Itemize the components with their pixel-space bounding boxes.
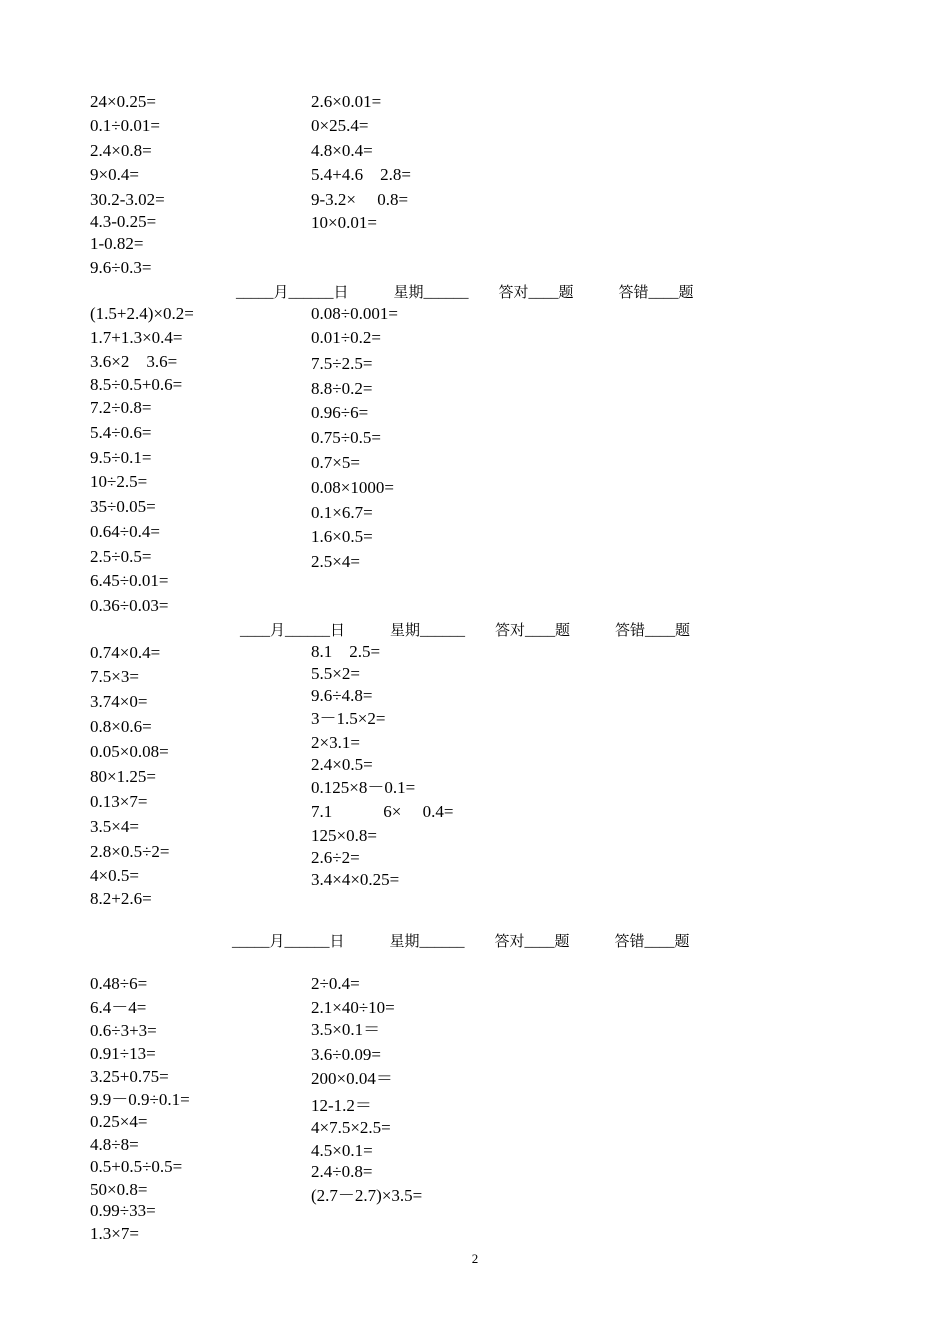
math-problem: 50×0.8= — [90, 1180, 148, 1199]
math-problem: 1.7+1.3×0.4= — [90, 328, 183, 347]
math-problem: 200×0.04＝ — [311, 1069, 393, 1088]
math-problem: 0.25×4= — [90, 1112, 148, 1131]
math-problem: 6.4－4= — [90, 998, 147, 1017]
math-problem: 1.6×0.5= — [311, 527, 373, 546]
math-problem: 9.6÷0.3= — [90, 258, 152, 277]
math-problem: 1.3×7= — [90, 1224, 139, 1243]
math-problem: 0.05×0.08= — [90, 742, 169, 761]
math-problem: 5.5×2= — [311, 664, 360, 683]
math-problem: 9.9－0.9÷0.1= — [90, 1090, 190, 1109]
math-problem: 0.96÷6= — [311, 403, 369, 422]
math-problem: 2.4×0.5= — [311, 755, 373, 774]
math-problem: 4.8×0.4= — [311, 141, 373, 160]
math-problem: 4.5×0.1= — [311, 1141, 373, 1160]
math-problem: 7.5÷2.5= — [311, 354, 373, 373]
math-problem: 4×0.5= — [90, 866, 139, 885]
math-problem: 3.4×4×0.25= — [311, 870, 400, 889]
math-problem: 3.5×0.1＝ — [311, 1020, 381, 1039]
math-problem: 0.74×0.4= — [90, 643, 161, 662]
math-problem: 0.08×1000= — [311, 478, 394, 497]
math-problem: 2.6×0.01= — [311, 92, 382, 111]
math-problem: 10÷2.5= — [90, 472, 148, 491]
math-problem: 8.1 2.5= — [311, 642, 381, 661]
math-problem: 4.8÷8= — [90, 1135, 139, 1154]
math-problem: 6.45÷0.01= — [90, 571, 169, 590]
math-problem: 2.1×40÷10= — [311, 998, 395, 1017]
math-problem: 10×0.01= — [311, 213, 377, 232]
math-problem: 12-1.2＝ — [311, 1096, 372, 1115]
math-problem: 9.5÷0.1= — [90, 448, 152, 467]
math-problem: 3.25+0.75= — [90, 1067, 169, 1086]
math-problem: 4×7.5×2.5= — [311, 1118, 391, 1137]
page-number: 2 — [471, 1251, 479, 1266]
math-problem: 9-3.2× 0.8= — [311, 190, 409, 209]
math-problem: 0.91÷13= — [90, 1044, 156, 1063]
math-problem: 2.8×0.5÷2= — [90, 842, 170, 861]
math-problem: 2.6÷2= — [311, 848, 360, 867]
math-problem: (2.7－2.7)×3.5= — [311, 1186, 423, 1205]
math-problem: 0.64÷0.4= — [90, 522, 160, 541]
math-problem: 3.6×2 3.6= — [90, 352, 178, 371]
math-problem: 0.125×8－0.1= — [311, 778, 416, 797]
math-problem: 2×3.1= — [311, 733, 360, 752]
math-problem: 2÷0.4= — [311, 974, 360, 993]
math-problem: 3－1.5×2= — [311, 709, 386, 728]
math-problem: 0.1×6.7= — [311, 503, 373, 522]
math-problem: 9×0.4= — [90, 165, 139, 184]
math-problem: 0.8×0.6= — [90, 717, 152, 736]
math-problem: 7.1 6× 0.4= — [311, 802, 454, 821]
math-problem: (1.5+2.4)×0.2= — [90, 304, 194, 323]
math-problem: 7.5×3= — [90, 667, 139, 686]
math-problem: 0×25.4= — [311, 116, 369, 135]
math-problem: 24×0.25= — [90, 92, 156, 111]
math-problem: 0.08÷0.001= — [311, 304, 398, 323]
math-problem: 80×1.25= — [90, 767, 156, 786]
math-problem: 7.2÷0.8= — [90, 398, 152, 417]
math-problem: 2.4×0.8= — [90, 141, 152, 160]
math-problem: 3.74×0= — [90, 692, 148, 711]
math-problem: 2.5÷0.5= — [90, 547, 152, 566]
math-problem: 0.13×7= — [90, 792, 148, 811]
math-problem: 125×0.8= — [311, 826, 377, 845]
date-score-header: ____月______日 星期______ 答对____题 答错____题 — [240, 623, 691, 639]
math-problem: 2.4÷0.8= — [311, 1162, 373, 1181]
math-problem: 0.99÷33= — [90, 1201, 156, 1220]
math-problem: 2.5×4= — [311, 552, 360, 571]
math-problem: 9.6÷4.8= — [311, 686, 373, 705]
math-problem: 5.4÷0.6= — [90, 423, 152, 442]
math-problem: 1-0.82= — [90, 234, 144, 253]
math-problem: 0.7×5= — [311, 453, 360, 472]
math-problem: 0.1÷0.01= — [90, 116, 160, 135]
date-score-header: _____月______日 星期______ 答对____题 答错____题 — [232, 934, 690, 950]
math-problem: 0.48÷6= — [90, 974, 148, 993]
math-problem: 0.6÷3+3= — [90, 1021, 157, 1040]
math-problem: 30.2-3.02= — [90, 190, 165, 209]
math-problem: 35÷0.05= — [90, 497, 156, 516]
math-problem: 0.01÷0.2= — [311, 328, 381, 347]
date-score-header: _____月______日 星期______ 答对____题 答错____题 — [236, 285, 694, 301]
math-problem: 4.3-0.25= — [90, 212, 157, 231]
math-problem: 8.2+2.6= — [90, 889, 152, 908]
math-problem: 0.5+0.5÷0.5= — [90, 1157, 183, 1176]
math-problem: 0.75÷0.5= — [311, 428, 381, 447]
math-problem: 3.6÷0.09= — [311, 1045, 381, 1064]
math-problem: 5.4+4.6 2.8= — [311, 165, 411, 184]
math-problem: 8.8÷0.2= — [311, 379, 373, 398]
math-problem: 0.36÷0.03= — [90, 596, 169, 615]
math-problem: 8.5÷0.5+0.6= — [90, 375, 183, 394]
math-problem: 3.5×4= — [90, 817, 139, 836]
